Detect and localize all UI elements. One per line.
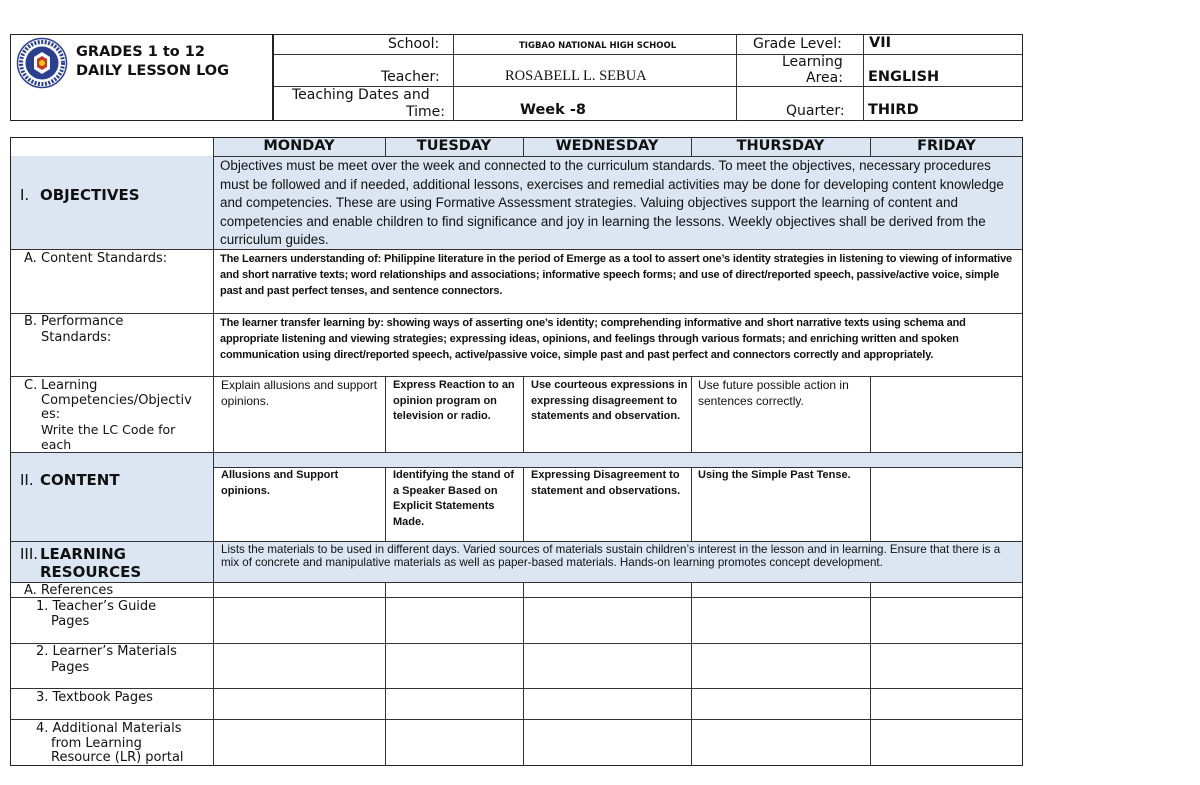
quarter-value: THIRD	[868, 102, 919, 118]
content-title: CONTENT	[40, 471, 120, 489]
hdr-divider	[863, 34, 864, 121]
competencies-label-3: es:	[41, 407, 61, 422]
resources-number: III.	[20, 545, 39, 563]
competencies-label-5: each	[41, 437, 72, 452]
grade-value: VII	[869, 35, 892, 51]
competencies-label-1: Learning	[41, 378, 98, 393]
references-label: A. References	[24, 583, 114, 598]
school-label: School:	[388, 36, 440, 52]
performance-standards-number: B.	[24, 314, 38, 329]
col-line	[870, 376, 871, 452]
grade-label: Grade Level:	[753, 36, 842, 52]
competency-tuesday: Express Reaction to an opinion program on television or radio.	[393, 379, 515, 422]
objectives-text: Objectives must be meet over the week and connected to the curriculum standards. To meet the objectives, necessary procedures must be followed and if needed, additional lessons, exercises and remedial activities may be done for developing content knowledge and competencies. These are using Formative Assessment strategies. Valuing objectives support the learning of content and competencies and enable children to find significance and joy in learning the lessons. Weekly objectives shall be derived from the curriculum guides.	[220, 158, 1004, 247]
competencies-label-2: Competencies/Objectiv	[41, 393, 192, 408]
competencies-number: C.	[24, 378, 38, 393]
row-line	[10, 541, 1023, 542]
resources-title-1: LEARNING	[40, 545, 126, 563]
row-line	[10, 249, 1023, 250]
learners-materials-label-1: 2. Learner’s Materials	[36, 644, 177, 659]
day-header-tuesday: TUESDAY	[416, 138, 492, 154]
row-line	[10, 452, 1023, 453]
row-line	[10, 688, 1023, 689]
performance-standards-text: The learner transfer learning by: showing ways of asserting one’s identity; comprehending informative and short narrative texts using schema and appropriate listening and viewing strategies; expressing ideas, opinions, and feelings through various formats; and enriching written and spoken communication using direct/reported speech, active/passive voice, simple past and past perfect and connectors correctly and appropriately.	[220, 317, 966, 361]
objectives-title: OBJECTIVES	[40, 186, 140, 204]
content-tuesday: Identifying the stand of a Speaker Based on Explicit Statements Made.	[393, 469, 514, 528]
content-thursday: Using the Simple Past Tense.	[698, 469, 851, 481]
col-line	[523, 467, 524, 541]
col-line	[523, 582, 524, 766]
dates-label-1: Teaching Dates and	[292, 87, 430, 103]
col-line	[213, 137, 214, 766]
competency-thursday: Use future possible action in sentences correctly.	[698, 378, 849, 408]
day-header-wednesday: WEDNESDAY	[555, 138, 659, 154]
row-line	[10, 719, 1023, 720]
row-line	[10, 597, 1023, 598]
competency-wednesday: Use courteous expressions in expressing disagreement to statements and observation.	[531, 379, 688, 422]
teacher-label: Teacher:	[381, 69, 440, 85]
quarter-label: Quarter:	[786, 103, 845, 119]
col-line	[870, 467, 871, 541]
competencies-label-4: Write the LC Code for	[41, 422, 176, 437]
competency-monday: Explain allusions and support opinions.	[221, 378, 378, 408]
col-line	[385, 376, 386, 452]
textbook-pages-label: 3. Textbook Pages	[36, 690, 153, 705]
performance-standards-label-1: Performance	[41, 314, 124, 329]
deped-seal-logo	[16, 37, 68, 89]
row-line	[10, 582, 1023, 583]
content-monday: Allusions and Support opinions.	[221, 469, 339, 497]
dates-value: Week -8	[520, 102, 586, 118]
performance-standards-label-2: Standards:	[41, 330, 112, 345]
resources-text: Lists the materials to be used in different days. Varied sources of materials sustain children’s interest in the lesson and in learning. Ensure that there is a mix of concrete and manipulative materials as well as paper-based materials. Hands-on learning promotes concept development.	[221, 543, 1001, 569]
area-label-1: Learning	[782, 54, 843, 70]
col-line	[385, 467, 386, 541]
title-line-2: DAILY LESSON LOG	[76, 63, 230, 79]
learners-materials-label-2: Pages	[51, 660, 90, 675]
title-line-1: GRADES 1 to 12	[76, 44, 205, 60]
row-line	[10, 376, 1023, 377]
col-line	[691, 376, 692, 452]
content-standards-text: The Learners understanding of: Philippine literature in the period of Emerge as a tool to assert one’s identity strategies in listening to viewing of informative and short narrative texts; word relationships and associations; informative speech forms; and use of direct/reported speech, passive/active voice, simple past and past perfect tenses, and sentence connectors.	[220, 253, 1013, 297]
additional-materials-label-1: 4. Additional Materials	[36, 721, 182, 736]
col-line	[691, 467, 692, 541]
area-label-2: Area:	[806, 70, 843, 86]
hdr-divider	[273, 54, 1023, 55]
teacher-value: ROSABELL L. SEBUA	[505, 68, 647, 84]
content-wednesday: Expressing Disagreement to statement and observations.	[531, 469, 681, 497]
teachers-guide-label-2: Pages	[51, 614, 90, 629]
hdr-divider	[453, 34, 454, 121]
hdr-divider	[736, 34, 737, 121]
day-header-thursday: THURSDAY	[736, 138, 825, 154]
school-value: TIGBAO NATIONAL HIGH SCHOOL	[519, 41, 677, 51]
content-standards-label: Content Standards:	[41, 251, 168, 266]
teachers-guide-label-1: 1. Teacher’s Guide	[36, 599, 157, 614]
col-line	[870, 582, 871, 766]
content-number: II.	[20, 471, 34, 489]
content-standards-number: A.	[24, 251, 37, 266]
day-header-friday: FRIDAY	[917, 138, 976, 154]
objectives-number: I.	[20, 186, 30, 204]
content-friday	[876, 468, 1020, 540]
area-value: ENGLISH	[868, 69, 940, 85]
resources-title-2: RESOURCES	[40, 563, 142, 581]
col-line	[691, 582, 692, 766]
additional-materials-label-2: from Learning	[51, 736, 142, 751]
additional-materials-label-3: Resource (LR) portal	[51, 750, 184, 765]
competency-friday	[876, 378, 1020, 450]
day-header-monday: MONDAY	[263, 138, 335, 154]
row-line	[10, 313, 1023, 314]
col-line	[523, 376, 524, 452]
dates-label-2: Time:	[406, 104, 445, 120]
col-line	[385, 582, 386, 766]
